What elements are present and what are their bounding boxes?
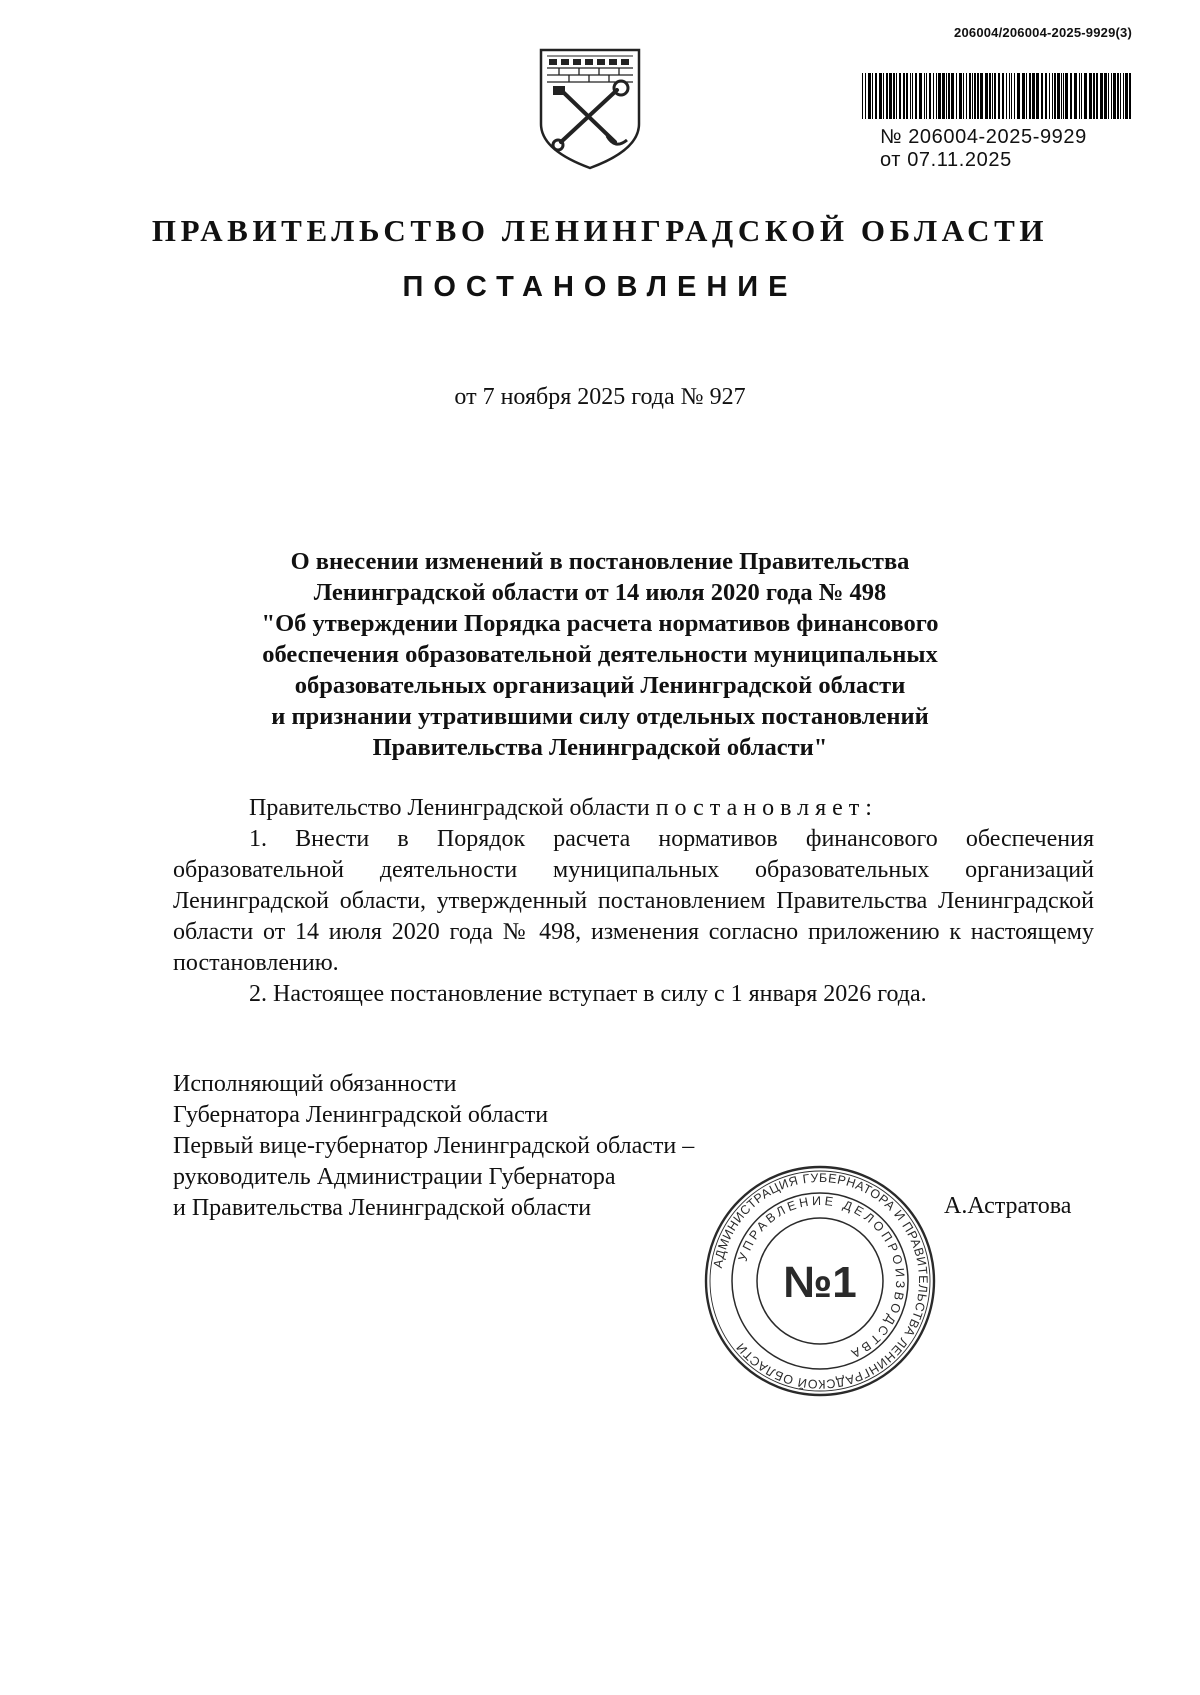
barcode-bar — [910, 73, 911, 119]
barcode-bar — [963, 73, 964, 119]
barcode-bar — [912, 73, 913, 119]
title-line: Правительства Ленинградской области" — [372, 734, 828, 761]
resolution-items — [173, 824, 1094, 1010]
barcode-bar — [1029, 73, 1031, 119]
barcode-bar — [868, 73, 871, 119]
barcode-bar — [951, 73, 954, 119]
title-line: образовательных организаций Ленинградской области — [294, 672, 906, 699]
barcode-bar — [1065, 73, 1068, 119]
barcode-bar — [1002, 73, 1004, 119]
title-line: обеспечения образовательной деятельности муниципальных — [262, 641, 938, 668]
signature-line: Исполняющий обязанности — [173, 1071, 457, 1097]
barcode-bar — [956, 73, 957, 119]
resolution-item-1: 1. Внести в Порядок расчета нормативов финансового обеспечения образовательной деятельности муниципальных образовательных организаций Ленинградской области, утвержденный постановлением Правительства Ленинградской области от 14 июля 2020 года № 498, изменения согласно приложению к настоящему постановлению. — [173, 826, 1094, 976]
barcode-bar — [1104, 73, 1107, 119]
barcode-bar — [1061, 73, 1062, 119]
barcode-bar — [992, 73, 993, 119]
barcode-bar — [896, 73, 897, 119]
barcode-bar — [1017, 73, 1020, 119]
barcode-bar — [1074, 73, 1077, 119]
official-stamp — [702, 1163, 938, 1399]
government-heading: ПРАВИТЕЛЬСТВО ЛЕНИНГРАДСКОЙ ОБЛАСТИ — [151, 213, 1049, 248]
barcode-bar — [1117, 73, 1119, 119]
barcode-bar — [946, 73, 947, 119]
barcode-bar — [972, 73, 973, 119]
barcode-bar — [969, 73, 971, 119]
barcode-bar — [994, 73, 996, 119]
preamble-verb: постановляет: — [655, 795, 878, 821]
title-line: О внесении изменений в постановление Правительства — [290, 548, 910, 575]
signer-name: А.Астратова — [944, 1193, 1072, 1219]
barcode-bar — [1052, 73, 1053, 119]
barcode-bar — [906, 73, 908, 119]
barcode-bar — [1026, 73, 1027, 119]
title-line: "Об утверждении Порядка расчета нормативов финансового — [261, 610, 939, 637]
barcode-bar — [1113, 73, 1116, 119]
barcode-bar — [933, 73, 934, 119]
barcode-bar — [1054, 73, 1056, 119]
barcode-bar — [883, 73, 884, 119]
barcode-bar — [974, 73, 976, 119]
barcode-bar — [1032, 73, 1035, 119]
stamp-center-number: №1 — [783, 1258, 857, 1307]
barcode-bar — [1070, 73, 1072, 119]
barcode-bar — [919, 73, 922, 119]
barcode-bar — [926, 73, 927, 119]
barcode-bar — [899, 73, 901, 119]
barcode-bar — [865, 73, 866, 119]
registration-code: 206004/206004-2025-9929(3) — [954, 25, 1132, 40]
barcode-bar — [998, 73, 1000, 119]
barcode-bar — [1084, 73, 1087, 119]
signature-block — [173, 1069, 694, 1224]
title-line: Ленинградской области от 14 июля 2020 года № 498 — [313, 579, 887, 606]
barcode-bar — [1120, 73, 1121, 119]
barcode-bar — [1045, 73, 1047, 119]
coat-of-arms-emblem — [537, 46, 643, 172]
stamp-outer-text: АДМИНИСТРАЦИЯ ГУБЕРНАТОРА И ПРАВИТЕЛЬСТВА ЛЕНИНГРАДСКОЙ ОБЛАСТИ — [710, 1170, 931, 1392]
title-line: и признании утратившими силу отдельных постановлений — [271, 703, 929, 730]
barcode-bar — [893, 73, 895, 119]
barcode-bar — [1022, 73, 1025, 119]
barcode-bar — [977, 73, 979, 119]
barcode-bar — [915, 73, 917, 119]
barcode-bar — [1125, 73, 1128, 119]
document-title — [220, 546, 980, 763]
barcode — [862, 73, 1134, 119]
barcode-bar — [1081, 73, 1082, 119]
barcode-bar — [980, 73, 983, 119]
signature-line: руководитель Администрации Губернатора — [173, 1164, 616, 1190]
preamble — [249, 795, 878, 822]
barcode-bar — [959, 73, 962, 119]
barcode-bar — [862, 73, 863, 119]
document-date-number: от 7 ноября 2025 года № 927 — [454, 384, 746, 410]
barcode-bar — [1049, 73, 1050, 119]
stamp-inner-text: УПРАВЛЕНИЕ ДЕЛОПРОИЗВОДСТВА — [735, 1193, 908, 1362]
barcode-bar — [889, 73, 892, 119]
registration-number: № 206004-2025-9929 — [880, 126, 1087, 148]
document-type-heading: ПОСТАНОВЛЕНИЕ — [402, 271, 798, 303]
barcode-bar — [1079, 73, 1080, 119]
barcode-bar — [1108, 73, 1109, 119]
barcode-bar — [1096, 73, 1098, 119]
barcode-bar — [1057, 73, 1060, 119]
barcode-bar — [1100, 73, 1103, 119]
barcode-bar — [938, 73, 941, 119]
barcode-bar — [1006, 73, 1007, 119]
barcode-bar — [875, 73, 877, 119]
barcode-bar — [942, 73, 945, 119]
resolution-item-2: 2. Настоящее постановление вступает в силу с 1 января 2026 года. — [249, 981, 927, 1007]
barcode-bar — [872, 73, 873, 119]
signature-line: и Правительства Ленинградской области — [173, 1195, 592, 1221]
barcode-bar — [903, 73, 905, 119]
preamble-subject: Правительство Ленинградской области — [249, 795, 650, 821]
barcode-bar — [1009, 73, 1010, 119]
barcode-bar — [886, 73, 888, 119]
barcode-bar — [948, 73, 950, 119]
barcode-bar — [1041, 73, 1043, 119]
barcode-bar — [1063, 73, 1064, 119]
signature-line: Губернатора Ленинградской области — [173, 1102, 549, 1128]
barcode-bar — [985, 73, 988, 119]
barcode-bar — [1014, 73, 1015, 119]
barcode-bar — [1129, 73, 1131, 119]
registration-date: от 07.11.2025 — [880, 149, 1012, 171]
barcode-bar — [929, 73, 931, 119]
barcode-bar — [936, 73, 937, 119]
signature-line: Первый вице-губернатор Ленинградской области – — [173, 1133, 695, 1159]
barcode-bar — [1093, 73, 1095, 119]
barcode-bar — [966, 73, 967, 119]
barcode-bar — [1011, 73, 1012, 119]
barcode-bar — [1111, 73, 1112, 119]
barcode-bar — [1089, 73, 1092, 119]
barcode-bar — [879, 73, 882, 119]
barcode-bar — [1036, 73, 1039, 119]
barcode-bar — [1123, 73, 1124, 119]
barcode-bar — [989, 73, 991, 119]
barcode-bar — [924, 73, 925, 119]
